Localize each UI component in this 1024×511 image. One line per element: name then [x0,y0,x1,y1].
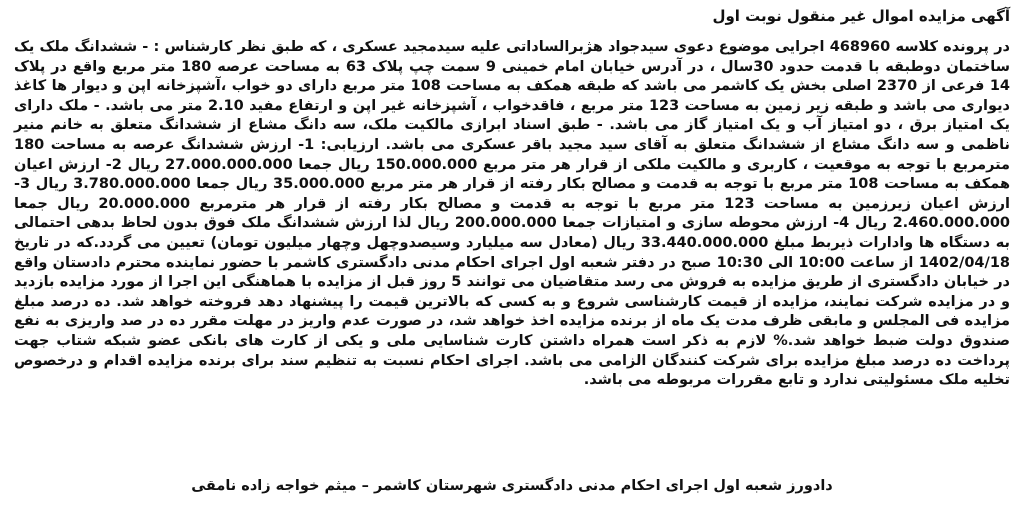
auction-notice [14,6,1010,506]
notice-body: در پرونده کلاسه 468960 اجرایی موضوع دعوی سیدجواد هژبرالساداتی علیه سیدمجید عسکری ، که طبق نظر کارشناس : - ششدانگ ملک یک ساختمان دوطبقه با قدمت حدود 30سال ، در آدرس خیابان امام خمینی 9 سمت چپ پلاک 63 به مساحت عرصه 180 متر مربع واقع در پلاک 14 فرعی از 2370 اصلی بخش یک کاشمر می باشد که طبقه همکف به مساحت 108 متر مربع دارای دو خواب ،آشپزخانه اپن و دیوار ها کاغذ دیواری می باشد و طبقه زیر زمین به مساحت 123 متر مربع ، فاقدخواب ، آشپزخانه غیر اپن و ارتفاع مفید 2.10 متر می باشد. - ملک دارای یک امتیاز برق ، دو امتیاز آب و یک امتیاز گاز می باشد. - طبق اسناد ابرازی مالکیت ملک، سه دانگ مشاع از ششدانگ متعلق به خانم منیر ناظمی و سه دانگ مشاع از ششدانگ متعلق به آقای سید مجید باقر عسکری می باشد. ارزیابی: 1- ارزش ششدانگ عرصه به مساحت 180 مترمربع با توجه به موقعیت ، کاربری و مالکیت ملکی از قرار هر متر مربع 150.000.000 ریال جمعا 27.000.000.000 ریال 2- ارزش اعیان همکف به مساحت 108 متر مربع با توجه به قدمت و مصالح بکار رفته از قرار هر متر مربع 35.000.000 ریال جمعا 3.780.000.000 ریال 3- ارزش اعیان زیرزمین به مساحت 123 متر مربع با توجه به قدمت و مصالح بکار رفته از قرار هر مترمربع 20.000.000 ریال جمعا 2.460.000.000 ریال 4- ارزش محوطه سازی و امتیازات جمعا 200.000.000 ریال لذا ارزش ششدانگ ملک فوق بدون لحاظ بدهی احتمالی به دستگاه ها وادارات ذیربط مبلغ 33.440.000.000 ریال (معادل سه میلیارد وسیصدوچهل وچهار میلیون تومان) تعیین می گردد.که در تاریخ 1402/04/18 از ساعت 10:00 الی 10:30 صبح در دفتر شعبه اول اجرای احکام مدنی دادگستری کاشمر با حضور نماینده محترم دادستان واقع در خیابان دادگستری از طریق مزایده به فروش می رسد متقاضیان می توانند 5 روز قبل از مزایده با هماهنگی این اجرا از مورد مزایده بازدید و در مزایده شرکت نمایند، مزایده از قیمت کارشناسی شروع و به کسی که بالاترین قیمت را پیشنهاد دهد فروخته خواهد شد. ده درصد مبلغ مزایده فی المجلس و مابقی ظرف مدت یک ماه از برنده مزایده اخذ خواهد شد، در صورت عدم واریز در مهلت مقرر ده در صد واریزی به نفع صندوق دولت ضبط خواهد شد.% لازم به ذکر است همراه داشتن کارت شناسایی ملی و یکی از کارت های بانکی عضو شبکه شتاب جهت پرداخت ده درصد مبلغ مزایده برای شرکت کنندگان الزامی می باشد. اجرای احکام نسبت به تنظیم سند برای برنده مزایده اقدام و درخصوص تخلیه ملک مسئولیتی ندارد و تابع مقررات مربوطه می باشد. [14,39,1011,389]
notice-signature: دادورز شعبه اول اجرای احکام مدنی دادگستری شهرستان کاشمر – میثم خواجه زاده نامقی [191,478,833,494]
notice-title: آگهی مزایده اموال غیر منقول نوبت اول [712,7,1010,25]
